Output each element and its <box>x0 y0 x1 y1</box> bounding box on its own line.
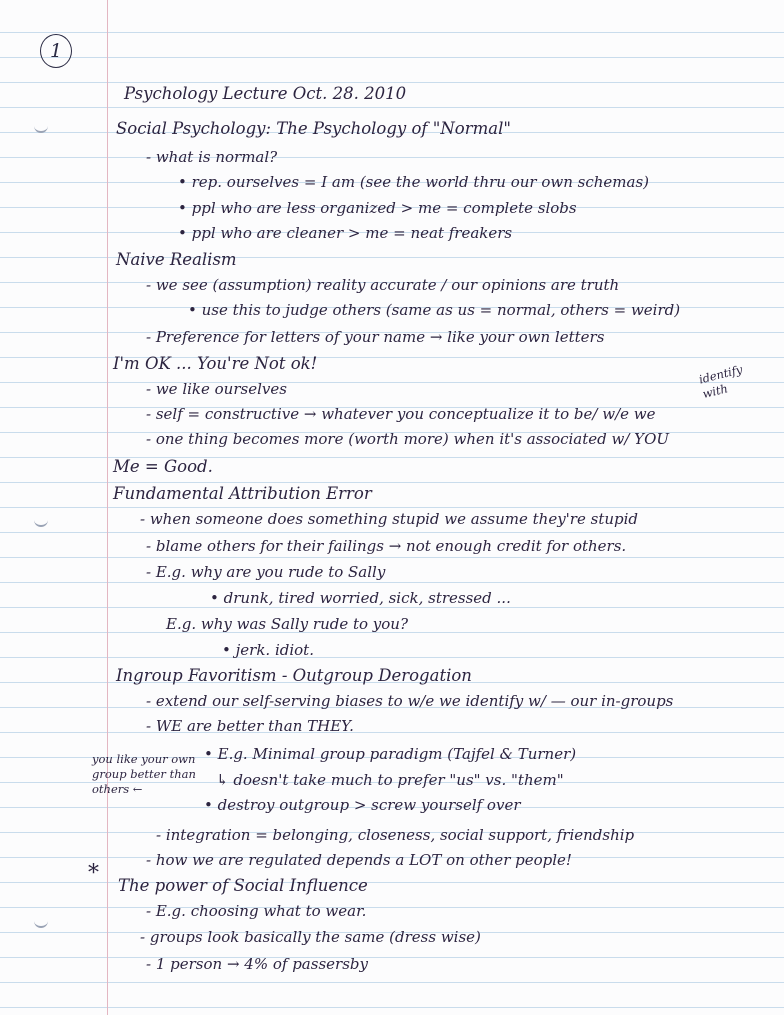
note-line: - what is normal? <box>146 148 278 166</box>
note-line: • use this to judge others (same as us = normal, others = weird) <box>188 301 681 319</box>
heading-me-good: Me = Good. <box>113 457 213 476</box>
binder-hole-mark <box>34 518 48 527</box>
note-line: • rep. ourselves = I am (see the world thru our own schemas) <box>178 173 649 191</box>
binder-hole-mark <box>34 124 48 133</box>
note-line: E.g. why was Sally rude to you? <box>166 615 409 633</box>
heading-im-ok: I'm OK ... You're Not ok! <box>113 354 318 373</box>
heading-ingroup-favoritism: Ingroup Favoritism - Outgroup Derogation <box>116 666 472 685</box>
heading-naive-realism: Naive Realism <box>116 250 237 269</box>
page-number: 1 <box>40 34 72 68</box>
note-line: - how we are regulated depends a LOT on other people! <box>146 851 572 869</box>
note-line: - one thing becomes more (worth more) when it's associated w/ YOU <box>146 430 670 448</box>
margin-note-own-group: you like your own group better than others ← <box>92 752 196 796</box>
note-line: • drunk, tired worried, sick, stressed ... <box>210 589 511 607</box>
note-line: - groups look basically the same (dress wise) <box>140 928 481 946</box>
note-line: • ppl who are less organized > me = complete slobs <box>178 199 577 217</box>
note-line: - integration = belonging, closeness, social support, friendship <box>156 826 635 844</box>
note-line: • jerk. idiot. <box>222 641 314 659</box>
note-line: - Preference for letters of your name → like your own letters <box>146 328 605 346</box>
heading-social-psychology: Social Psychology: The Psychology of "Normal" <box>116 119 511 138</box>
note-line: - E.g. choosing what to wear. <box>146 902 367 920</box>
margin-note-identify: identify with <box>697 362 744 402</box>
note-line: - blame others for their failings → not enough credit for others. <box>146 537 627 555</box>
binder-hole-mark <box>34 919 48 928</box>
note-line: • destroy outgroup > screw yourself over <box>204 796 521 814</box>
asterisk-mark: * <box>88 861 99 886</box>
note-line: - we like ourselves <box>146 380 287 398</box>
note-line: - WE are better than THEY. <box>146 717 354 735</box>
note-line: • E.g. Minimal group paradigm (Tajfel & Turner) <box>204 745 577 763</box>
note-line: - 1 person → 4% of passersby <box>146 955 368 973</box>
note-line: - when someone does something stupid we assume they're stupid <box>140 510 639 528</box>
note-line: - extend our self-serving biases to w/e we identify w/ — our in-groups <box>146 692 674 710</box>
note-line: - self = constructive → whatever you conceptualize it to be/ w/e we <box>146 405 656 423</box>
note-line: - E.g. why are you rude to Sally <box>146 563 386 581</box>
heading-social-influence: The power of Social Influence <box>118 876 368 895</box>
note-line: - we see (assumption) reality accurate / our opinions are truth <box>146 276 620 294</box>
margin-line <box>107 0 108 1015</box>
heading-fundamental-attribution-error: Fundamental Attribution Error <box>113 484 372 503</box>
lecture-title: Psychology Lecture Oct. 28. 2010 <box>124 84 407 103</box>
note-line: • ppl who are cleaner > me = neat freakers <box>178 224 513 242</box>
note-line: ↳ doesn't take much to prefer "us" vs. "them" <box>216 771 564 789</box>
